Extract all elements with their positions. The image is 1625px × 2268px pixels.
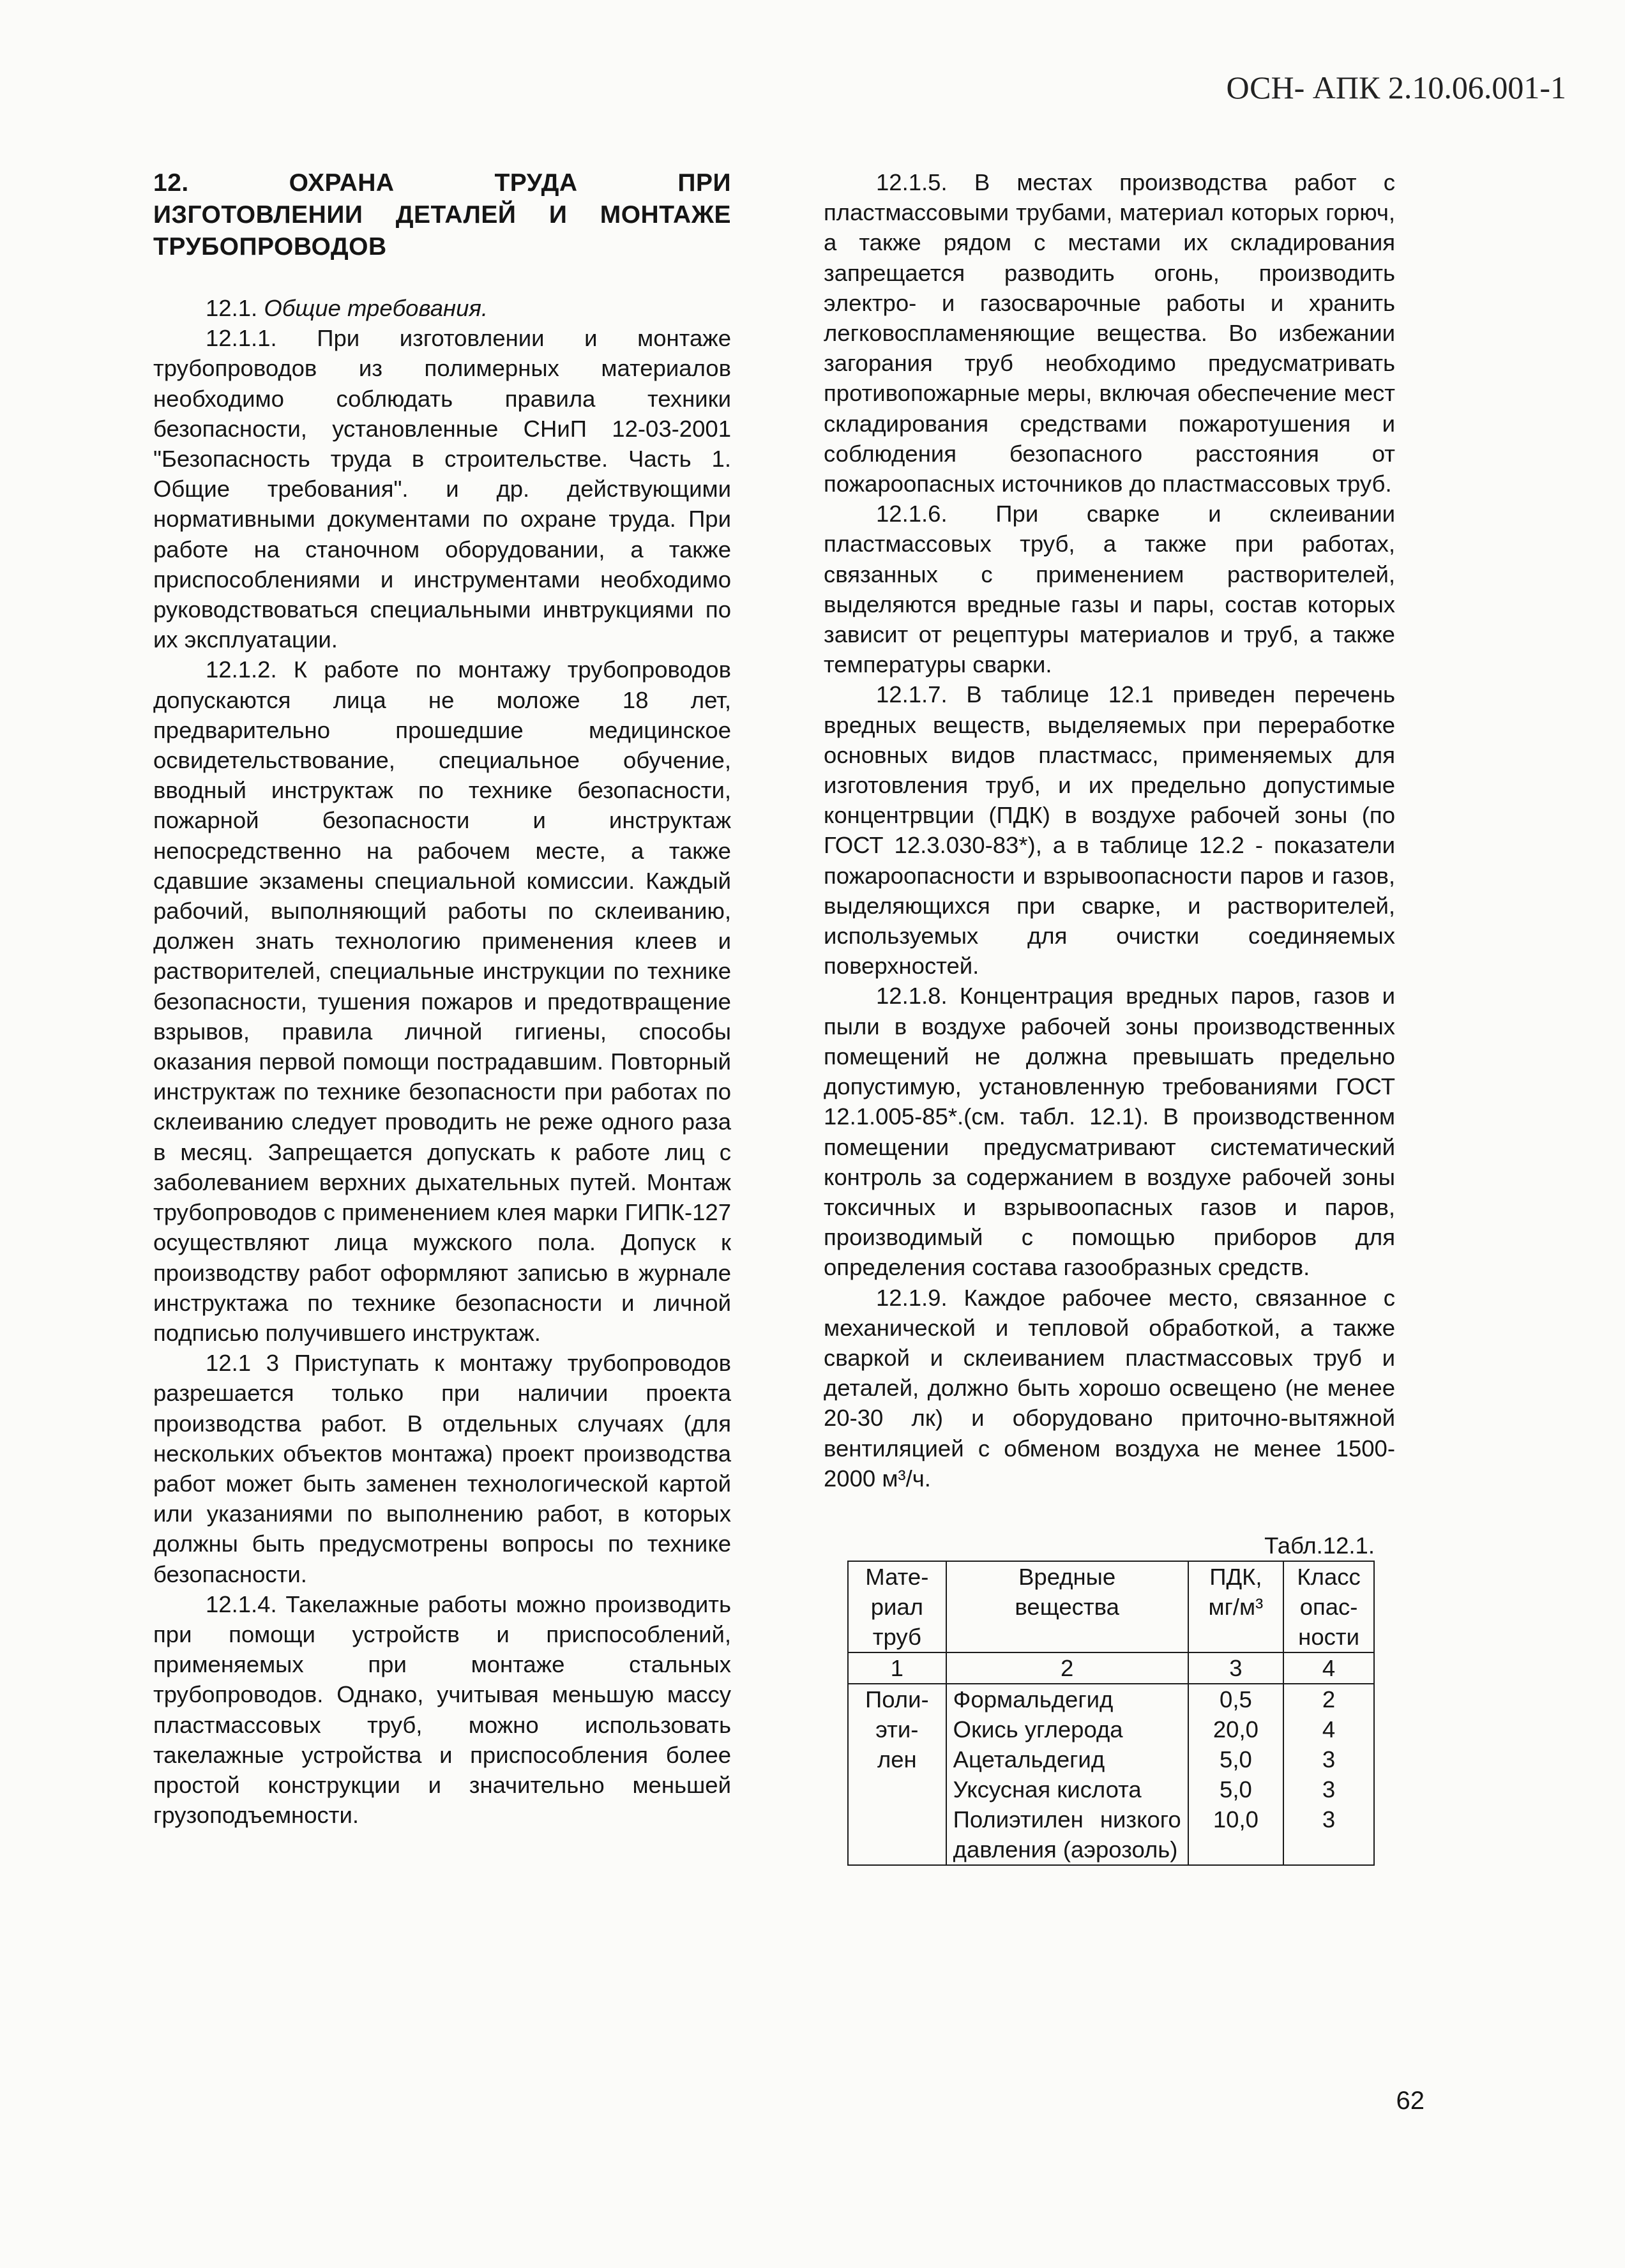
table-column-numbers-row — [848, 1652, 1374, 1684]
pdk-cell: 20,0 — [1188, 1714, 1284, 1744]
pdk-cell: 0,5 — [1188, 1684, 1284, 1714]
heading-line-2: ИЗГОТОВЛЕНИИ ДЕТАЛЕЙ И МОНТАЖЕ — [153, 201, 731, 229]
header-hazard-class: Класс опас- ности — [1283, 1561, 1374, 1652]
table-row — [848, 1684, 1374, 1714]
class-cell: 3 — [1283, 1744, 1374, 1774]
column-number: 1 — [848, 1652, 946, 1684]
table-header-row — [848, 1561, 1374, 1652]
pdk-cell: 5,0 — [1188, 1774, 1284, 1804]
paragraph-12-1-1: 12.1.1. При изготовлении и монтаже трубопроводов из полимерных материалов необходимо соблюдать правила техники безопасности, установленные СНиП 12-03-2001 "Безопасность труда в строительстве. Часть 1. Общие требования". и др. действующими нормативными документами по охране труда. При работе на станочном оборудовании, а также приспособлениями и инструментами необходимо руководствоваться специальными инвтрукциями по их эксплуатации. — [153, 325, 731, 653]
paragraph-12-1-5: 12.1.5. В местах производства работ с пластмассовыми трубами, материал которых горюч, а также рядом с местами их складирования запрещается разводить огонь, производить электро- и газосварочные работы и хранить легковоспламеняющие вещества. Во избежании загорания труб необходимо предусматривать противопожарные меры, включая обеспечение мест складирования средствами пожаротушения и соблюдения безопасного расстояния от пожароопасных источников до пластмассовых труб. — [824, 169, 1395, 497]
column-number: 4 — [1283, 1652, 1374, 1684]
substance-cell: Полиэтилен низкого давления (аэрозоль) — [946, 1804, 1188, 1865]
table-caption: Табл.12.1. — [1264, 1532, 1375, 1559]
paragraph-12-1-3: 12.1 3 Приступать к монтажу трубопроводов разрешается только при наличии проекта производства работ. В отдельных случаях (для нескольких объектов монтажа) проект производства работ может быть заменен технологической картой или указаниями по выполнению работ, в которых должны быть предусмотрены вопросы по технике безопасности. — [153, 1350, 731, 1587]
substance-cell: Ацетальдегид — [946, 1744, 1188, 1774]
page-number: 62 — [1396, 2087, 1425, 2115]
heading-line-1: 12. ОХРАНА ТРУДА ПРИ — [153, 169, 731, 197]
paragraph-12-1-9: 12.1.9. Каждое рабочее место, связанное с механической и тепловой обработкой, а также сваркой и склеиванием пластмассовых труб и деталей, должно быть хорошо освещено (не менее 20-30 лк) и оборудовано приточно-вытяжной вентиляцией с обменом воздуха не менее 1500-2000 м³/ч. — [824, 1284, 1395, 1492]
paragraph-12-1-2: 12.1.2. К работе по монтажу трубопроводов допускаются лица не моложе 18 лет, предварительно прошедшие медицинское освидетельствование, специальное обучение, вводный инструктаж по технике безопасности, пожарной безопасности и инструктаж непосредственно на рабочем месте, а также сдавшие экзамены специальной комиссии. Каждый рабочий, выполняющий работы по склеиванию, должен знать технологию применения клеев и растворителей, специальные инструкции по технике безопасности, тушения пожаров и предотвращение взрывов, правила личной гигиены, способы оказания первой помощи пострадавшим. Повторный инструктаж по технике безопасности при работах по склеиванию следует проводить не реже одного раза в месяц. Запрещается допускать к работе лиц с заболеванием верхних дыхательных путей. Монтаж трубопроводов с применением клея марки ГИПК-127 осуществляют лица мужского пола. Допуск к производству работ оформляют записью в журнале инструктажа по технике безопасности и личной подписью получившего инструктаж. — [153, 656, 731, 1346]
document-code: ОСН- АПК 2.10.06.001-1 — [1226, 70, 1566, 105]
paragraph-12-1-4: 12.1.4. Такелажные работы можно производить при помощи устройств и приспособлений, применяемых при монтаже стальных трубопроводов. Однако, учитывая меньшую массу пластмассовых труб, можно использовать такелажные устройства и приспособления более простой конструкции и значительно меньшей грузоподъемности. — [153, 1591, 731, 1829]
class-cell: 4 — [1283, 1714, 1374, 1744]
substance-cell: Окись углерода — [946, 1714, 1188, 1744]
left-column — [153, 167, 731, 1830]
right-column — [824, 167, 1395, 1866]
heading-line-3: ТРУБОПРОВОДОВ — [153, 233, 387, 261]
paragraph-12-1-6: 12.1.6. При сварке и склеивании пластмассовых труб, а также при работах, связанных с применением растворителей, выделяются вредные газы и пары, состав которых зависит от рецептуры материалов и труб, а также температуры сварки. — [824, 501, 1395, 678]
substance-cell: Уксусная кислота — [946, 1774, 1188, 1804]
column-number: 2 — [946, 1652, 1188, 1684]
header-pdk: ПДК, мг/м³ — [1188, 1561, 1284, 1652]
pdk-cell: 10,0 — [1188, 1804, 1284, 1865]
material-cell: Поли- эти- лен — [848, 1684, 946, 1865]
paragraph-12-1-8: 12.1.8. Концентрация вредных паров, газов и пыли в воздухе рабочей зоны производственных помещений не должна превышать предельно допустимую, установленную требованиями ГОСТ 12.1.005-85*.(см. табл. 12.1). В производственном помещении предусматривают систематический контроль за содержанием в воздухе рабочей зоны токсичных и взрывоопасных газов и паров, производимый с помощью приборов для определения состава газообразных средств. — [824, 983, 1395, 1281]
section-heading — [153, 167, 731, 263]
pdk-cell: 5,0 — [1188, 1744, 1284, 1774]
header-substances: Вредные вещества — [946, 1561, 1188, 1652]
header-material: Мате- риал труб — [848, 1561, 946, 1652]
substance-cell: Формальдегид — [946, 1684, 1188, 1714]
class-cell: 2 — [1283, 1684, 1374, 1714]
column-number: 3 — [1188, 1652, 1284, 1684]
class-cell: 3 — [1283, 1774, 1374, 1804]
class-cell: 3 — [1283, 1804, 1374, 1865]
paragraph-12-1-7: 12.1.7. В таблице 12.1 приведен перечень вредных веществ, выделяемых при переработке основных видов пластмасс, применяемых для изготовления труб, и их предельно допустимые концентрвции (ПДК) в воздухе рабочей зоны (по ГОСТ 12.3.030-83*), а в таблице 12.2 - показатели пожароопасности и взрывоопасности паров и газов, выделяющихся при сварке, и растворителей, используемых для очистки соединяемых поверхностей. — [824, 681, 1395, 979]
hazardous-substances-table — [847, 1561, 1375, 1866]
subsection-number: 12.1. — [206, 295, 264, 321]
subsection-title: Общие требования. — [264, 295, 488, 321]
subsection-heading — [153, 293, 731, 323]
